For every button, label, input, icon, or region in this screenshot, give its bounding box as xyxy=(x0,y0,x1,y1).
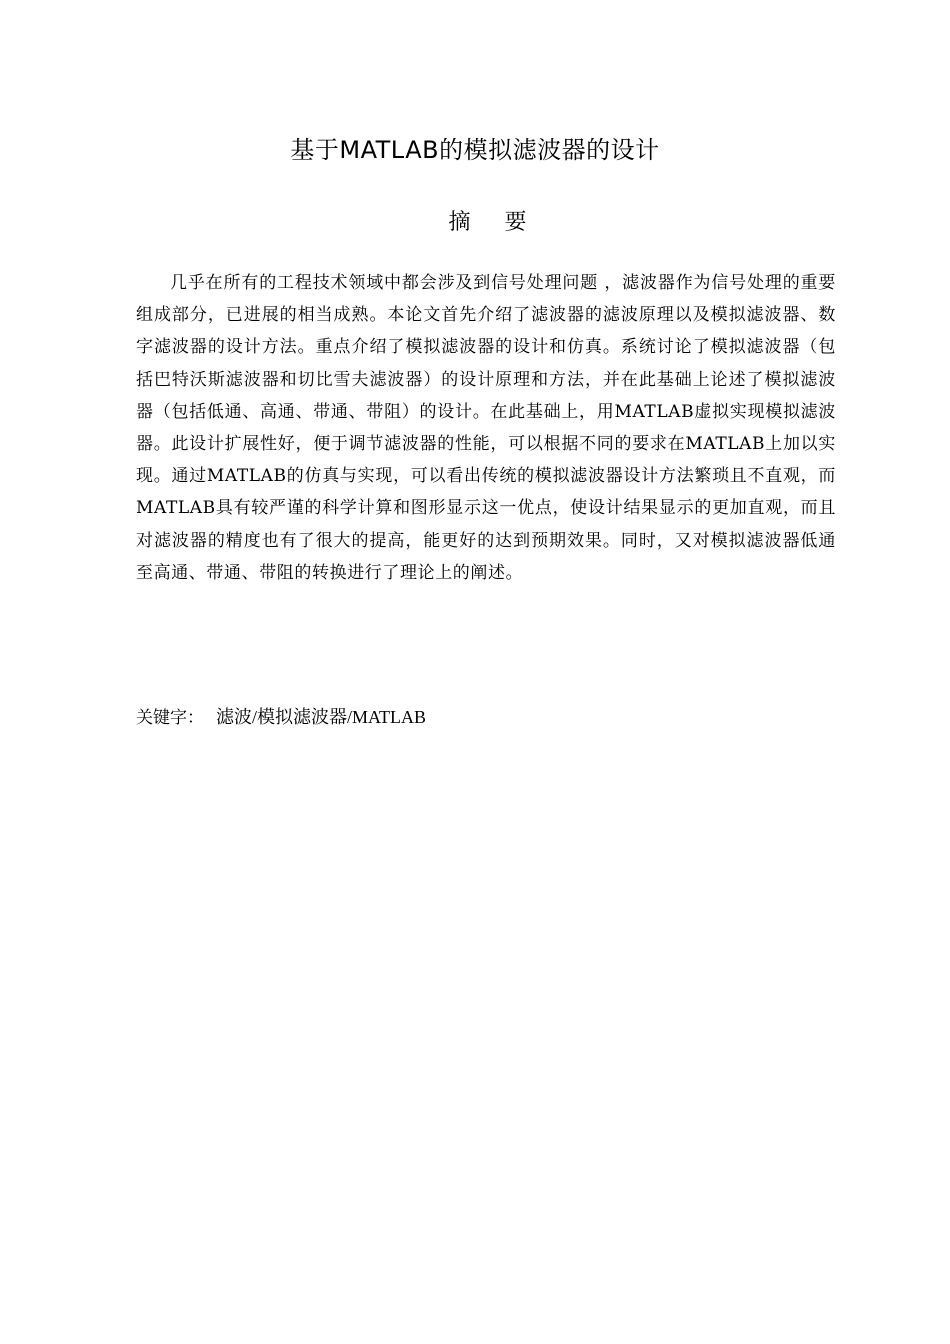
paper-title: 基于MATLAB的模拟滤波器的设计 xyxy=(290,136,660,164)
keywords-value: 滤波/模拟滤波器/MATLAB xyxy=(216,707,427,727)
abstract-heading-char-1: 摘 xyxy=(448,210,471,235)
keywords-label: 关键字： xyxy=(136,708,204,728)
abstract-heading xyxy=(0,206,950,240)
abstract-heading-char-2: 要 xyxy=(504,210,527,235)
abstract-body: 几乎在所有的工程技术领域中都会涉及到信号处理问题 ，滤波器作为信号处理的重要组成部分，已进展的相当成熟。本论文首先介绍了滤波器的滤波原理以及模拟滤波器、数字滤波器的设计方法。重点介绍了模拟滤波器的设计和仿真。系统讨论了模拟滤波器（包括巴特沃斯滤波器和切比雪夫滤波器）的设计原理和方法，并在此基础上论述了模拟滤波器（包括低通、高通、带通、带阻）的设计。在此基础上，用MATLAB虚拟实现模拟滤波器。此设计扩展性好，便于调节滤波器的性能，可以根据不同的要求在MATLAB上加以实现。通过MATLAB的仿真与实现，可以看出传统的模拟滤波器设计方法繁琐且不直观，而MATLAB具有较严谨的科学计算和图形显示这一优点，使设计结果显示的更加直观，而且对滤波器的精度也有了很大的提高，能更好的达到预期效果。同时，又对模拟滤波器低通至高通、带通、带阻的转换进行了理论上的阐述。 xyxy=(136,273,836,583)
keywords-line xyxy=(136,703,836,732)
